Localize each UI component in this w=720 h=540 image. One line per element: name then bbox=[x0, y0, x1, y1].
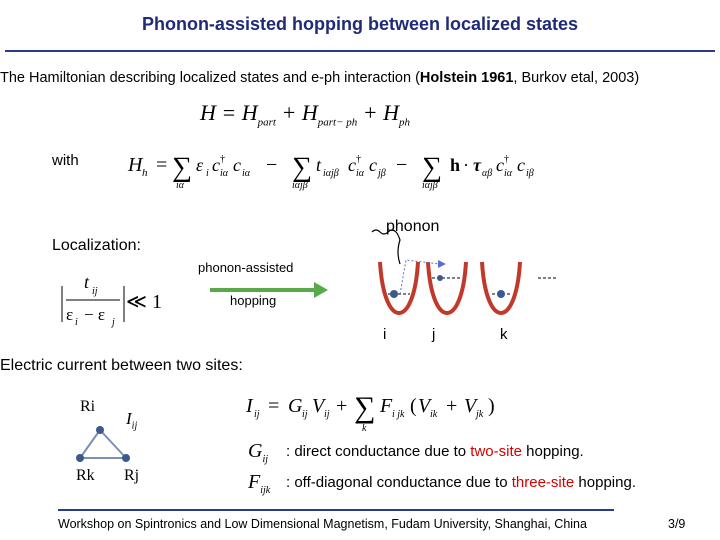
svg-text:i jk: i jk bbox=[392, 409, 405, 420]
svg-text:t: t bbox=[316, 155, 322, 175]
svg-text:(: ( bbox=[410, 395, 417, 417]
node-rj bbox=[122, 454, 130, 462]
svg-text:k: k bbox=[362, 423, 367, 434]
svg-text:·: · bbox=[463, 155, 469, 175]
phonon-assisted-label: phonon-assisted bbox=[198, 260, 294, 275]
svg-text:i: i bbox=[75, 317, 78, 328]
svg-text:=: = bbox=[156, 154, 168, 176]
svg-text:†: † bbox=[220, 154, 225, 165]
svg-text:−: − bbox=[266, 154, 278, 176]
potential-wells bbox=[360, 220, 580, 330]
phonon-wiggle bbox=[372, 230, 400, 264]
localization-condition bbox=[52, 272, 182, 332]
svg-text:H: H bbox=[128, 154, 143, 176]
title-divider bbox=[5, 50, 715, 52]
f-desc-after: hopping. bbox=[574, 474, 636, 491]
g-desc-before: : direct conductance due to bbox=[286, 443, 471, 460]
g-desc-highlight: two-site bbox=[470, 443, 522, 460]
svg-text:ij: ij bbox=[324, 409, 330, 420]
svg-text:h: h bbox=[450, 155, 461, 175]
electron-k bbox=[497, 290, 505, 298]
svg-text:jk: jk bbox=[476, 409, 484, 420]
svg-text:iαjβ: iαjβ bbox=[422, 180, 438, 191]
svg-text:ik: ik bbox=[430, 409, 438, 420]
f-description bbox=[286, 474, 636, 491]
footer-divider bbox=[58, 509, 614, 511]
svg-text:ij: ij bbox=[302, 409, 308, 420]
svg-text:iα: iα bbox=[220, 168, 229, 179]
svg-text:∑: ∑ bbox=[172, 152, 192, 183]
svg-text:ij: ij bbox=[92, 286, 98, 297]
svg-text:iα: iα bbox=[176, 180, 185, 191]
label-iij-letter: I bbox=[126, 409, 132, 428]
hop-path bbox=[400, 260, 440, 294]
site-label-k: k bbox=[500, 326, 508, 343]
site-label-i: i bbox=[383, 326, 387, 343]
svg-text:∑: ∑ bbox=[422, 152, 442, 183]
electron-i bbox=[390, 290, 398, 298]
electron-j bbox=[437, 275, 443, 281]
svg-text:): ) bbox=[488, 395, 495, 417]
footer-text: Workshop on Spintronics and Low Dimensional Magnetism, Fudam University, Shanghai, China bbox=[58, 517, 587, 531]
svg-text:=: = bbox=[268, 395, 280, 417]
svg-text:iαjβ: iαjβ bbox=[292, 180, 308, 191]
svg-text:V: V bbox=[418, 395, 431, 417]
svg-text:iα: iα bbox=[242, 168, 251, 179]
well-i bbox=[380, 262, 418, 313]
label-ri: Ri bbox=[80, 398, 96, 415]
svg-text:c: c bbox=[369, 155, 377, 175]
svg-text:c: c bbox=[212, 155, 220, 175]
intro-after: , Burkov etal, 2003) bbox=[513, 70, 640, 86]
svg-text:τ: τ bbox=[473, 155, 481, 175]
intro-text bbox=[0, 70, 639, 86]
slide-title: Phonon-assisted hopping between localized states bbox=[141, 14, 579, 34]
svg-text:− ε: − ε bbox=[84, 305, 105, 324]
svg-text:∑: ∑ bbox=[292, 152, 312, 183]
svg-text:ε: ε bbox=[196, 155, 204, 175]
hopping-label: hopping bbox=[230, 293, 277, 308]
svg-text:−: − bbox=[396, 154, 408, 176]
svg-text:i: i bbox=[206, 168, 209, 179]
label-iij: $I_{ij}$ bbox=[126, 409, 138, 432]
intro-before: The Hamiltonian describing localized states and e-ph interaction ( bbox=[0, 70, 420, 86]
svg-text:c: c bbox=[348, 155, 356, 175]
svg-text:†: † bbox=[356, 154, 361, 165]
current-equation bbox=[244, 385, 564, 435]
node-ri bbox=[96, 426, 104, 434]
f-desc-before: : off-diagonal conductance due to bbox=[286, 474, 512, 491]
svg-text:≪ 1: ≪ 1 bbox=[126, 291, 162, 313]
svg-text:G: G bbox=[288, 395, 303, 417]
site-label-j: j bbox=[432, 326, 436, 343]
svg-text:h: h bbox=[142, 167, 148, 179]
current-heading: Electric current between two sites: bbox=[0, 357, 243, 374]
f-symbol: $F_{ijk}$ bbox=[248, 471, 271, 496]
intro-citation: Holstein 1961 bbox=[419, 70, 514, 86]
f-desc-highlight: three-site bbox=[511, 474, 575, 491]
hamiltonian-equation: $H = H_{part} + H_{part- ph} + H_{ph}$ bbox=[200, 100, 410, 129]
site-triangle bbox=[70, 420, 170, 470]
svg-text:c: c bbox=[233, 155, 241, 175]
svg-text:ε: ε bbox=[66, 305, 74, 324]
svg-text:I: I bbox=[246, 395, 253, 417]
g-symbol: $G_{ij}$ bbox=[248, 440, 269, 465]
svg-text:iα: iα bbox=[504, 168, 513, 179]
svg-text:V: V bbox=[312, 395, 325, 417]
svg-text:c: c bbox=[517, 155, 525, 175]
well-j bbox=[428, 262, 466, 313]
hh-equation bbox=[120, 140, 580, 195]
svg-text:αβ: αβ bbox=[482, 168, 493, 179]
svg-text:iα: iα bbox=[356, 168, 365, 179]
svg-text:t: t bbox=[84, 272, 90, 292]
svg-text:c: c bbox=[496, 155, 504, 175]
node-rk bbox=[76, 454, 84, 462]
svg-text:+: + bbox=[336, 395, 348, 417]
with-label: with bbox=[52, 152, 79, 169]
svg-text:F: F bbox=[380, 395, 393, 417]
g-description bbox=[286, 443, 584, 460]
label-rk: Rk bbox=[76, 467, 95, 484]
well-k bbox=[482, 262, 520, 313]
svg-text:∑: ∑ bbox=[354, 391, 376, 424]
svg-text:V: V bbox=[464, 395, 477, 417]
svg-text:ij: ij bbox=[254, 409, 260, 420]
svg-text:jβ: jβ bbox=[378, 168, 386, 179]
svg-text:+: + bbox=[446, 395, 458, 417]
svg-text:†: † bbox=[504, 154, 509, 165]
localization-label: Localization: bbox=[52, 237, 141, 254]
g-desc-after: hopping. bbox=[521, 443, 584, 460]
phonon-label: phonon bbox=[386, 218, 440, 235]
label-rj: Rj bbox=[124, 467, 140, 484]
svg-text:iβ: iβ bbox=[526, 168, 534, 179]
page-number: 3/9 bbox=[668, 517, 686, 531]
svg-text:iαjβ: iαjβ bbox=[323, 168, 339, 179]
svg-text:j: j bbox=[112, 317, 115, 328]
